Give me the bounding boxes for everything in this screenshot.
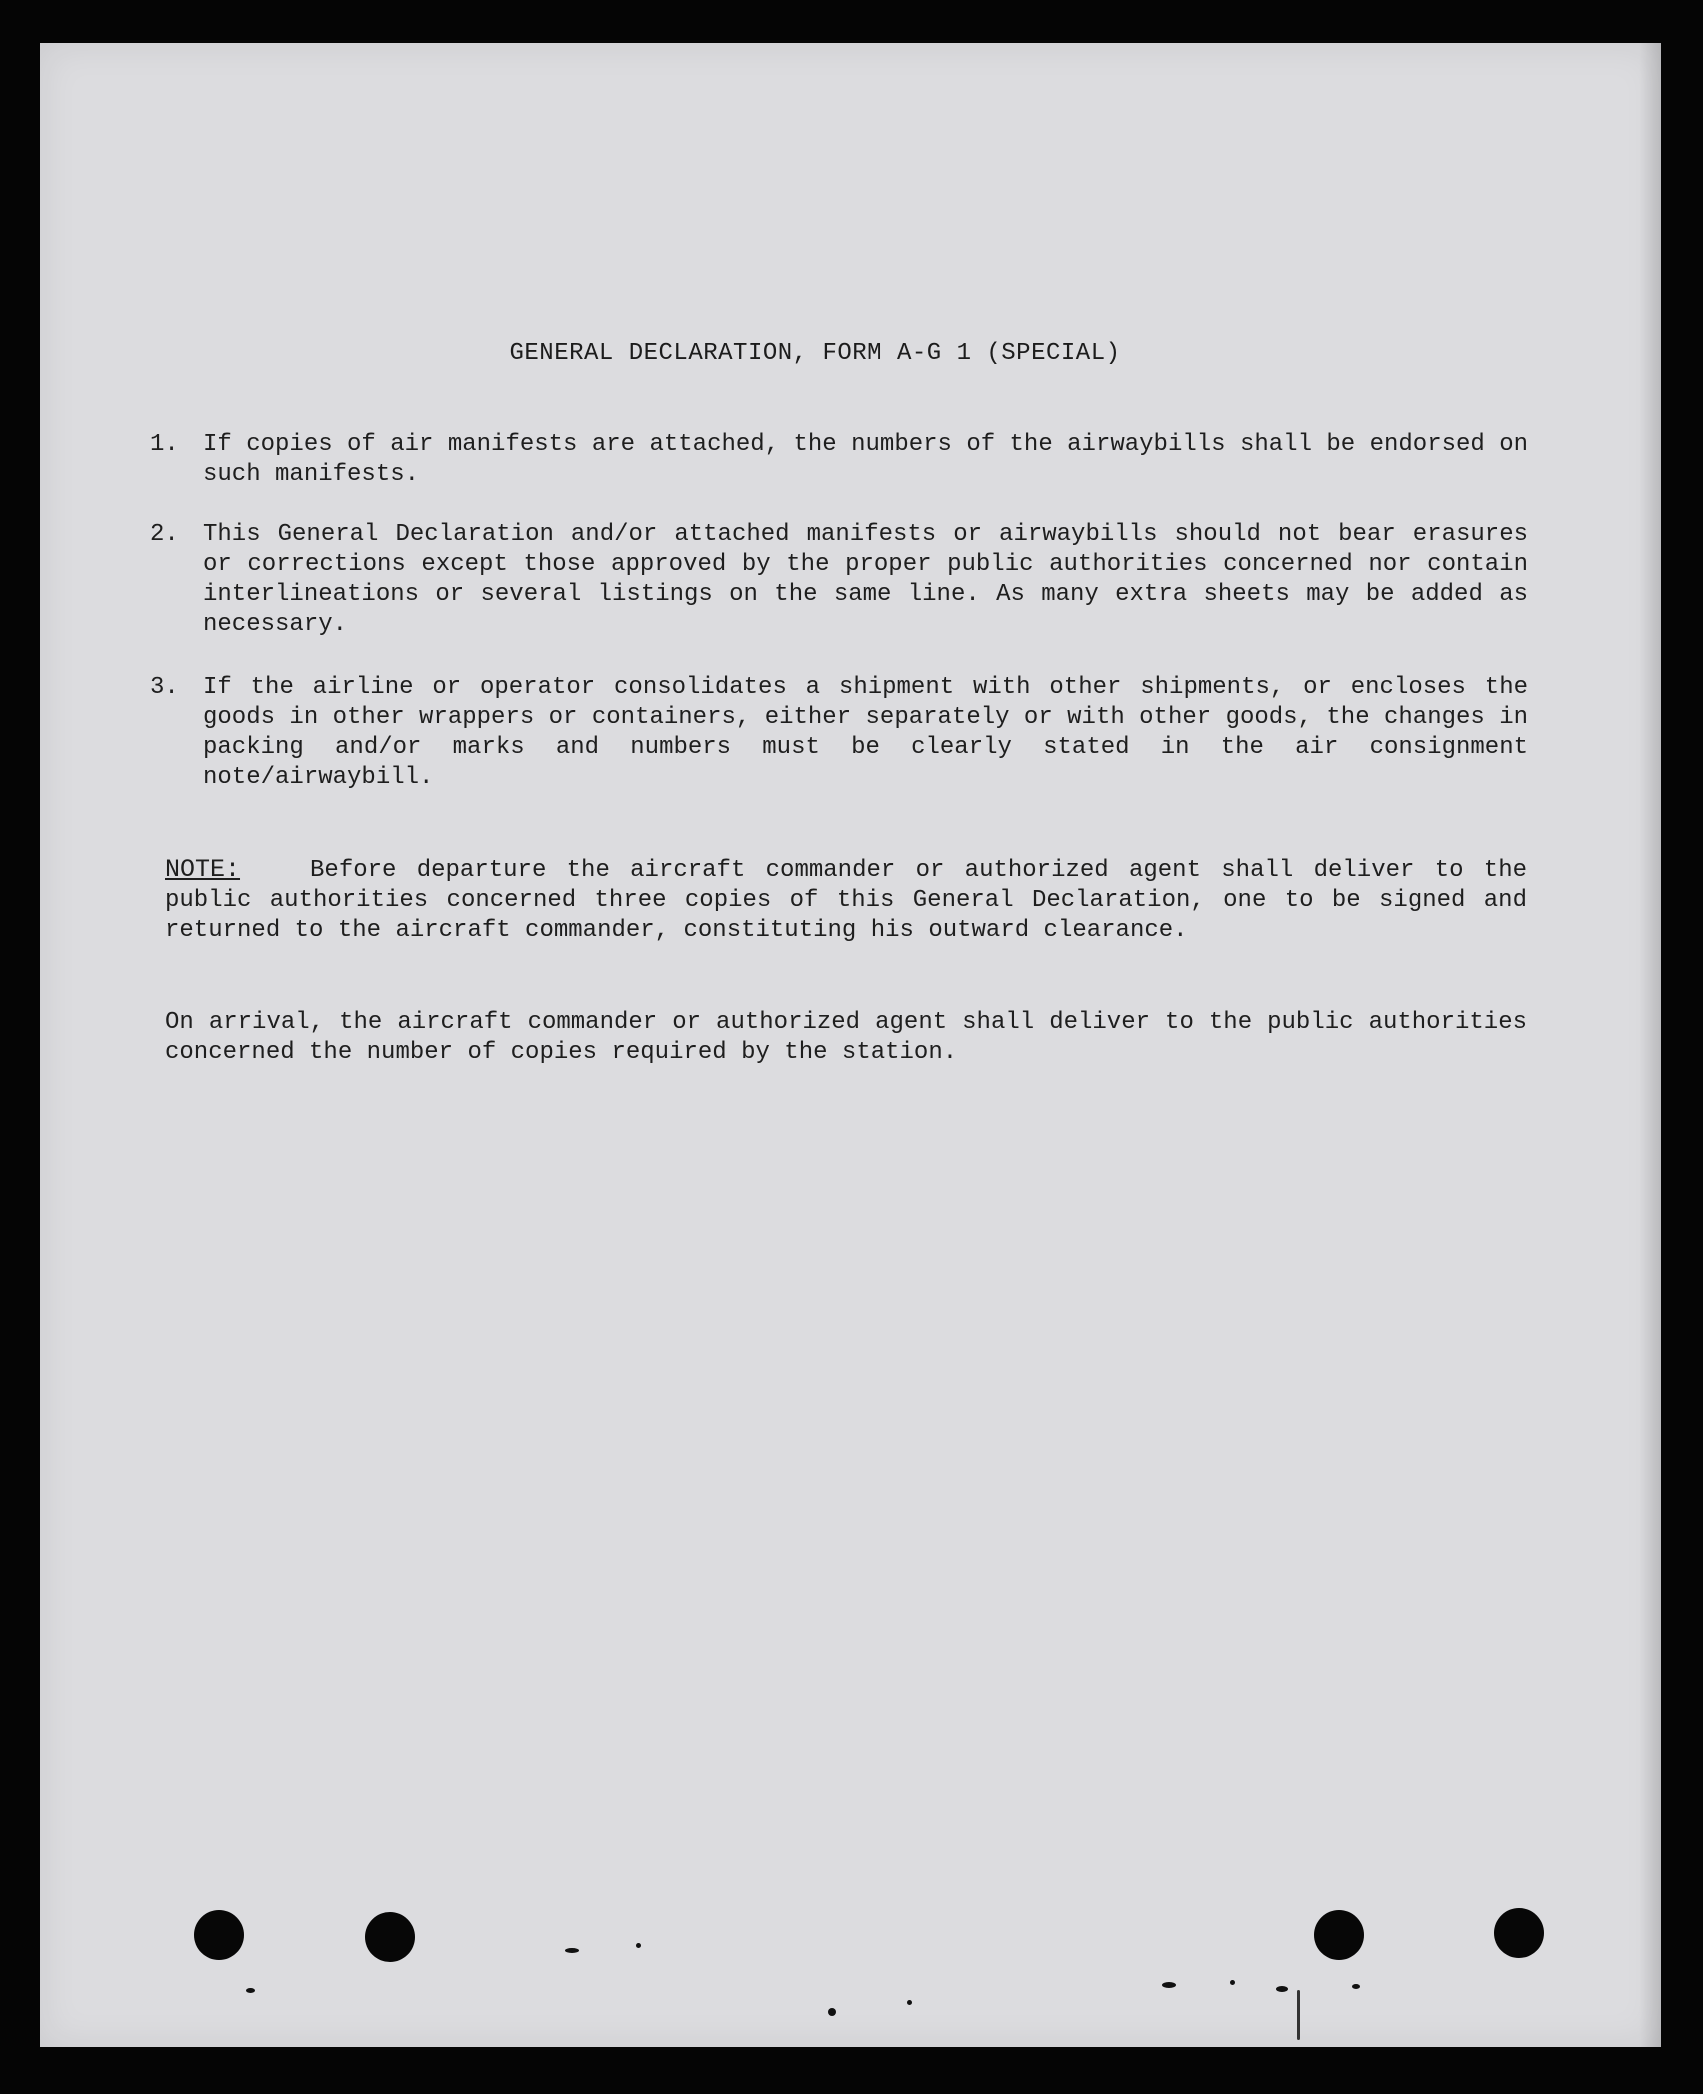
ink-speck (565, 1948, 579, 1953)
item-text: This General Declaration and/or attached manifests or airwaybills should not bear erasures or corrections except those approved by the proper public authorities concerned nor contain interlineations or several listings on the same line. As many extra sheets may be added as necessary. (203, 521, 1528, 638)
ink-speck (1276, 1986, 1288, 1992)
ink-speck (636, 1943, 641, 1948)
ink-speck (1352, 1984, 1360, 1989)
item-text: If the airline or operator consolidates a shipment with other shipments, or encloses the goods in other wrappers or containers, either separately or with other goods, the changes in packing and/or marks and numbers must be clearly stated in the air consignment note/airwaybill. (203, 674, 1529, 791)
ink-speck (907, 2000, 912, 2005)
item-number: 3. (150, 674, 179, 701)
note-label: NOTE: (165, 855, 241, 884)
arrival-paragraph: On arrival, the aircraft commander or authorized agent shall deliver to the public authorities concerned the number of copies required by the station. (165, 1009, 1527, 1066)
item-text: If copies of air manifests are attached, the numbers of the airwaybills shall be endorsed on such manifests. (203, 431, 1529, 488)
note-text: Before departure the aircraft commander or authorized agent shall deliver to the public authorities concerned three copies of this General Declaration, one to be signed and returned to the aircraft commander, constituting his outward clearance. (165, 857, 1527, 944)
ink-speck (1230, 1980, 1235, 1985)
binder-hole (365, 1912, 415, 1962)
paper-crease (1297, 1990, 1300, 2040)
ink-speck (828, 2008, 836, 2016)
ink-speck (246, 1988, 255, 1993)
document-title: GENERAL DECLARATION, FORM A-G 1 (SPECIAL) (509, 340, 1121, 367)
page-edge-shadow (1639, 43, 1661, 2047)
note-paragraph (165, 855, 1527, 946)
binder-hole (194, 1910, 244, 1960)
item-number: 2. (150, 521, 179, 548)
item-number: 1. (150, 431, 179, 458)
ink-speck (1162, 1982, 1176, 1988)
binder-hole (1314, 1910, 1364, 1960)
binder-hole (1494, 1908, 1544, 1958)
